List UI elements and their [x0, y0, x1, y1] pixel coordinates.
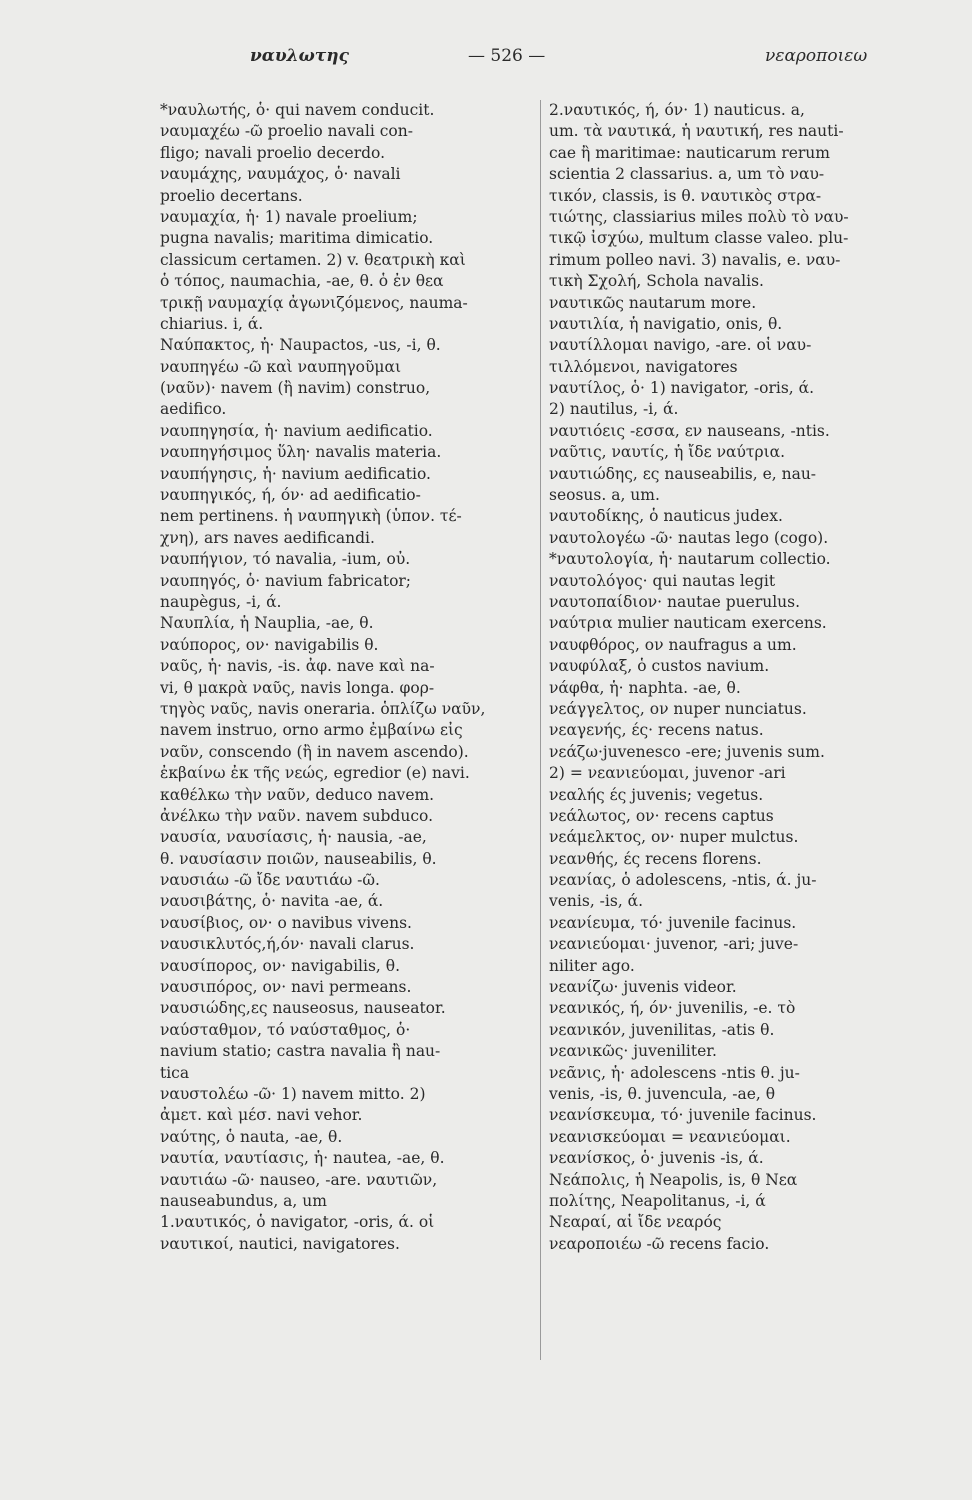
entry-line: venis, -is, θ. juvencula, -ae, θ [549, 1084, 776, 1103]
entry-line: θ. ναυσίασιν ποιῶν, nauseabilis, θ. [160, 849, 437, 868]
entry-line: 2) nautilus, -i, ά. [549, 400, 679, 419]
entry-line: ναυμαχία, ἡ· 1) navale proelium; [160, 207, 418, 226]
entry-line: ἀνέλκω τὴν ναῦν. navem subduco. [160, 806, 434, 825]
entry-line: πολίτης, Neapolitanus, -i, ά [549, 1191, 766, 1210]
entry-line: ναῦν, conscendo (ἢ in navem ascendo). [160, 742, 469, 761]
entry-line: ναυφθόρος, ον naufragus a um. [549, 635, 797, 654]
entry-line: νεανικῶς· juveniliter. [549, 1042, 717, 1061]
entry-line: ναῦτις, ναυτίς, ἡ ἴδε ναύτρια. [549, 443, 786, 462]
entry-line: ναυσιάω -ῶ ἴδε ναυτιάω -ῶ. [160, 871, 380, 890]
entry-line: ναύσταθμον, τό ναύσταθμος, ὁ· [160, 1020, 411, 1039]
entry-line: venis, -is, ά. [549, 892, 644, 911]
entry-line: ναυμαχέω -ῶ proelio navali con- [160, 122, 413, 141]
entry-line: ναύτης, ὁ nauta, -ae, θ. [160, 1127, 343, 1146]
running-header [0, 46, 972, 76]
entry-line: ναυπηγός, ὁ· navium fabricator; [160, 571, 412, 590]
entry-line: νεανιεύομαι· juvenor, -ari; juve- [549, 935, 799, 954]
entry-line: ναυτοπαίδιον· nautae puerulus. [549, 592, 801, 611]
entry-line: νεανίσκος, ὁ· juvenis -is, ά. [549, 1149, 764, 1168]
page-number: — 526 — [468, 46, 546, 66]
entry-line: tica [160, 1063, 190, 1082]
entry-line: *ναυλωτής, ὁ· qui navem conducit. [160, 101, 435, 119]
entry-line: καθέλκω τὴν ναῦν, deduco navem. [160, 785, 435, 804]
entry-line: seosus. a, um. [549, 486, 660, 505]
entry-line: νεαγενής, ές· recens natus. [549, 721, 764, 740]
entry-line: Νεαραί, αἱ ἴδε νεαρός [549, 1213, 722, 1232]
entry-line: ναυπηγήσιμος ὕλη· navalis materia. [160, 443, 442, 462]
entry-line: 2) = νεανιεύομαι, juvenor -ari [549, 764, 786, 783]
entry-line: χνη), ars naves aedificandi. [160, 528, 375, 547]
entry-line: nem pertinens. ἡ ναυπηγικὴ (ὑπον. τέ- [160, 507, 462, 526]
entry-line: νεανίζω· juvenis videor. [549, 978, 737, 997]
entry-line: ναυτιλία, ἡ navigatio, onis, θ. [549, 314, 783, 333]
entry-line: τηγὸς ναῦς, navis oneraria. ὁπλίζω ναῦν, [160, 699, 486, 718]
entry-line: um. τὰ ναυτικά, ἡ ναυτική, res nauti- [549, 122, 844, 141]
entry-line: rimum polleo navi. 3) navalis, e. ναυ- [549, 250, 841, 269]
entry-line: Νεάπολις, ἡ Neapolis, is, θ Νεα [549, 1170, 798, 1189]
entry-line: fligo; navali proelio decerdo. [160, 143, 386, 162]
entry-line: pugna navalis; maritima dimicatio. [160, 229, 434, 248]
entry-line: νεᾶνις, ἡ· adolescens -ntis θ. ju- [549, 1063, 800, 1082]
entry-line: ναυσικλυτός,ή,όν· navali clarus. [160, 935, 415, 954]
entry-line: ναυτία, ναυτίασις, ἡ· nautea, -ae, θ. [160, 1149, 445, 1168]
entry-line: ναυπήγιον, τό navalia, -ium, οὐ. [160, 550, 411, 569]
entry-line: ναυπηγέω -ῶ καὶ ναυπηγοῦμαι [160, 357, 402, 376]
entry-line: ναυτολόγος· qui nautas legit [549, 571, 776, 590]
entry-line: νεανικόν, juvenilitas, -atis θ. [549, 1020, 775, 1039]
entry-line: vi, θ μακρὰ ναῦς, navis longa. φορ- [160, 678, 435, 697]
entry-line: ναυτοδίκης, ὁ nauticus judex. [549, 507, 783, 526]
entry-line: νεανικός, ή, όν· juvenilis, -e. τὸ [549, 999, 796, 1018]
entry-line: ναυμάχης, ναυμάχος, ὁ· navali [160, 165, 401, 184]
entry-line: niliter ago. [549, 956, 635, 975]
entry-line: ναυτιώδης, ες nauseabilis, e, nau- [549, 464, 817, 483]
entry-line: νεάμελκτος, ον· nuper mulctus. [549, 828, 799, 847]
entry-line: navem instruo, orno armo ἐμβαίνω εἰς [160, 721, 463, 740]
entry-line: ναυτιάω -ῶ· nauseo, -are. ναυτιῶν, [160, 1170, 438, 1189]
entry-line: νεανίσκευμα, τό· juvenile facinus. [549, 1106, 817, 1125]
entry-line: ναύπορος, ον· navigabilis θ. [160, 635, 379, 654]
entry-line: ναυτιόεις -εσσα, εν nauseans, -ntis. [549, 421, 830, 440]
column-divider [540, 100, 541, 1360]
entry-line: ναυτίλος, ὁ· 1) navigator, -oris, ά. [549, 379, 815, 398]
entry-line: ἐκβαίνω ἐκ τῆς νεώς, egredior (e) navi. [160, 764, 470, 783]
entry-line: proelio decertans. [160, 186, 303, 205]
entry-line: ναῦς, ἡ· navis, -is. ἀφ. nave καὶ na- [160, 657, 435, 676]
entry-line: ναυπηγησία, ἡ· navium aedificatio. [160, 421, 433, 440]
entry-line: τιώτης, classiarius miles πολὺ τὸ ναυ- [549, 207, 849, 226]
entry-line: nauseabundus, a, um [160, 1191, 327, 1210]
entry-line: ναυτικῶς nautarum more. [549, 293, 757, 312]
entry-line: scientia 2 classarius. a, um τὸ ναυ- [549, 165, 825, 184]
entry-line: ναυπήγησις, ἡ· navium aedificatio. [160, 464, 431, 483]
entry-line: 2.ναυτικός, ή, όν· 1) nauticus. a, [549, 101, 805, 119]
entry-line: ναυσίβιος, ον· ο navibus vivens. [160, 913, 412, 932]
entry-line: *ναυτολογία, ἡ· nautarum collectio. [549, 550, 831, 569]
entry-line: ναυτίλλομαι navigo, -are. οἱ ναυ- [549, 336, 812, 355]
entry-line: νεανθής, ές recens florens. [549, 849, 762, 868]
entry-line: νεάγγελτος, ον nuper nunciatus. [549, 699, 807, 718]
entry-line: Ναυπλία, ἡ Nauplia, -ae, θ. [160, 614, 374, 633]
entry-line: navium statio; castra navalia ἢ nau- [160, 1042, 441, 1061]
entry-line: νεάζω·juvenesco -ere; juvenis sum. [549, 742, 825, 761]
entry-line: τιλλόμενοι, navigatores [549, 357, 738, 376]
entry-line: ναυσίπορος, ον· navigabilis, θ. [160, 956, 401, 975]
entry-line: νεάλωτος, ον· recens captus [549, 806, 774, 825]
entry-line: ναυτικοί, nautici, navigatores. [160, 1234, 400, 1253]
entry-line: ναυτολογέω -ῶ· nautas lego (cogo). [549, 528, 829, 547]
entry-line: τρικῇ ναυμαχίᾳ ἀγωνιζόμενος, nauma- [160, 293, 468, 312]
left-column [160, 100, 532, 1255]
entry-line: νεαροποιέω -ῶ recens facio. [549, 1234, 770, 1253]
right-column [549, 100, 931, 1255]
entry-line: ναύτρια mulier nauticam exercens. [549, 614, 827, 633]
entry-line: ἀμετ. καὶ μέσ. navi vehor. [160, 1106, 363, 1125]
entry-line: ναυσιπόρος, ον· navi permeans. [160, 978, 412, 997]
entry-line: τικόν, classis, is θ. ναυτικὸς στρα- [549, 186, 822, 205]
entry-line: τικῷ ἰσχύω, multum classe valeo. plu- [549, 229, 849, 248]
entry-line: Ναύπακτος, ἡ· Naupactos, -us, -i, θ. [160, 336, 441, 355]
entry-line: ναυσία, ναυσίασις, ἡ· nausia, -ae, [160, 828, 427, 847]
entry-line: naupègus, -i, ά. [160, 592, 282, 611]
entry-line: νεανίευμα, τό· juvenile facinus. [549, 913, 797, 932]
entry-line: 1.ναυτικός, ὁ navigator, -oris, ά. οἱ [160, 1213, 435, 1232]
entry-line: ὁ τόπος, naumachia, -ae, θ. ὁ ἐν θεα [160, 272, 444, 291]
entry-line: νεαλής ές juvenis; vegetus. [549, 785, 764, 804]
entry-line: cae ἢ maritimae: nauticarum rerum [549, 143, 830, 162]
entry-line: νεανίας, ὁ adolescens, -ntis, ά. ju- [549, 871, 817, 890]
entry-line: ναυπηγικός, ή, όν· ad aedificatio- [160, 486, 421, 505]
entry-line: chiarius. i, ά. [160, 314, 264, 333]
entry-line: ναυσιώδης,ες nauseosus, nauseator. [160, 999, 446, 1018]
entry-line: aedifico. [160, 400, 227, 419]
entry-line: ναυστολέω -ῶ· 1) navem mitto. 2) [160, 1084, 426, 1103]
entry-line: νεανισκεύομαι = νεανιεύομαι. [549, 1127, 791, 1146]
entry-line: ναυφύλαξ, ὁ custos navium. [549, 657, 770, 676]
entry-line: νάφθα, ἡ· naphta. -ae, θ. [549, 678, 741, 697]
entry-line: classicum certamen. 2) v. θεατρικὴ καὶ [160, 250, 466, 269]
entry-line: τικὴ Σχολή, Schola navalis. [549, 272, 764, 291]
header-right-word: νεαροποιεω [765, 46, 868, 66]
entry-line: ναυσιβάτης, ὁ· navita -ae, ά. [160, 892, 384, 911]
entry-line: (ναῦν)· navem (ἢ navim) construo, [160, 379, 431, 398]
header-left-word: ναυλωτης [250, 46, 349, 66]
